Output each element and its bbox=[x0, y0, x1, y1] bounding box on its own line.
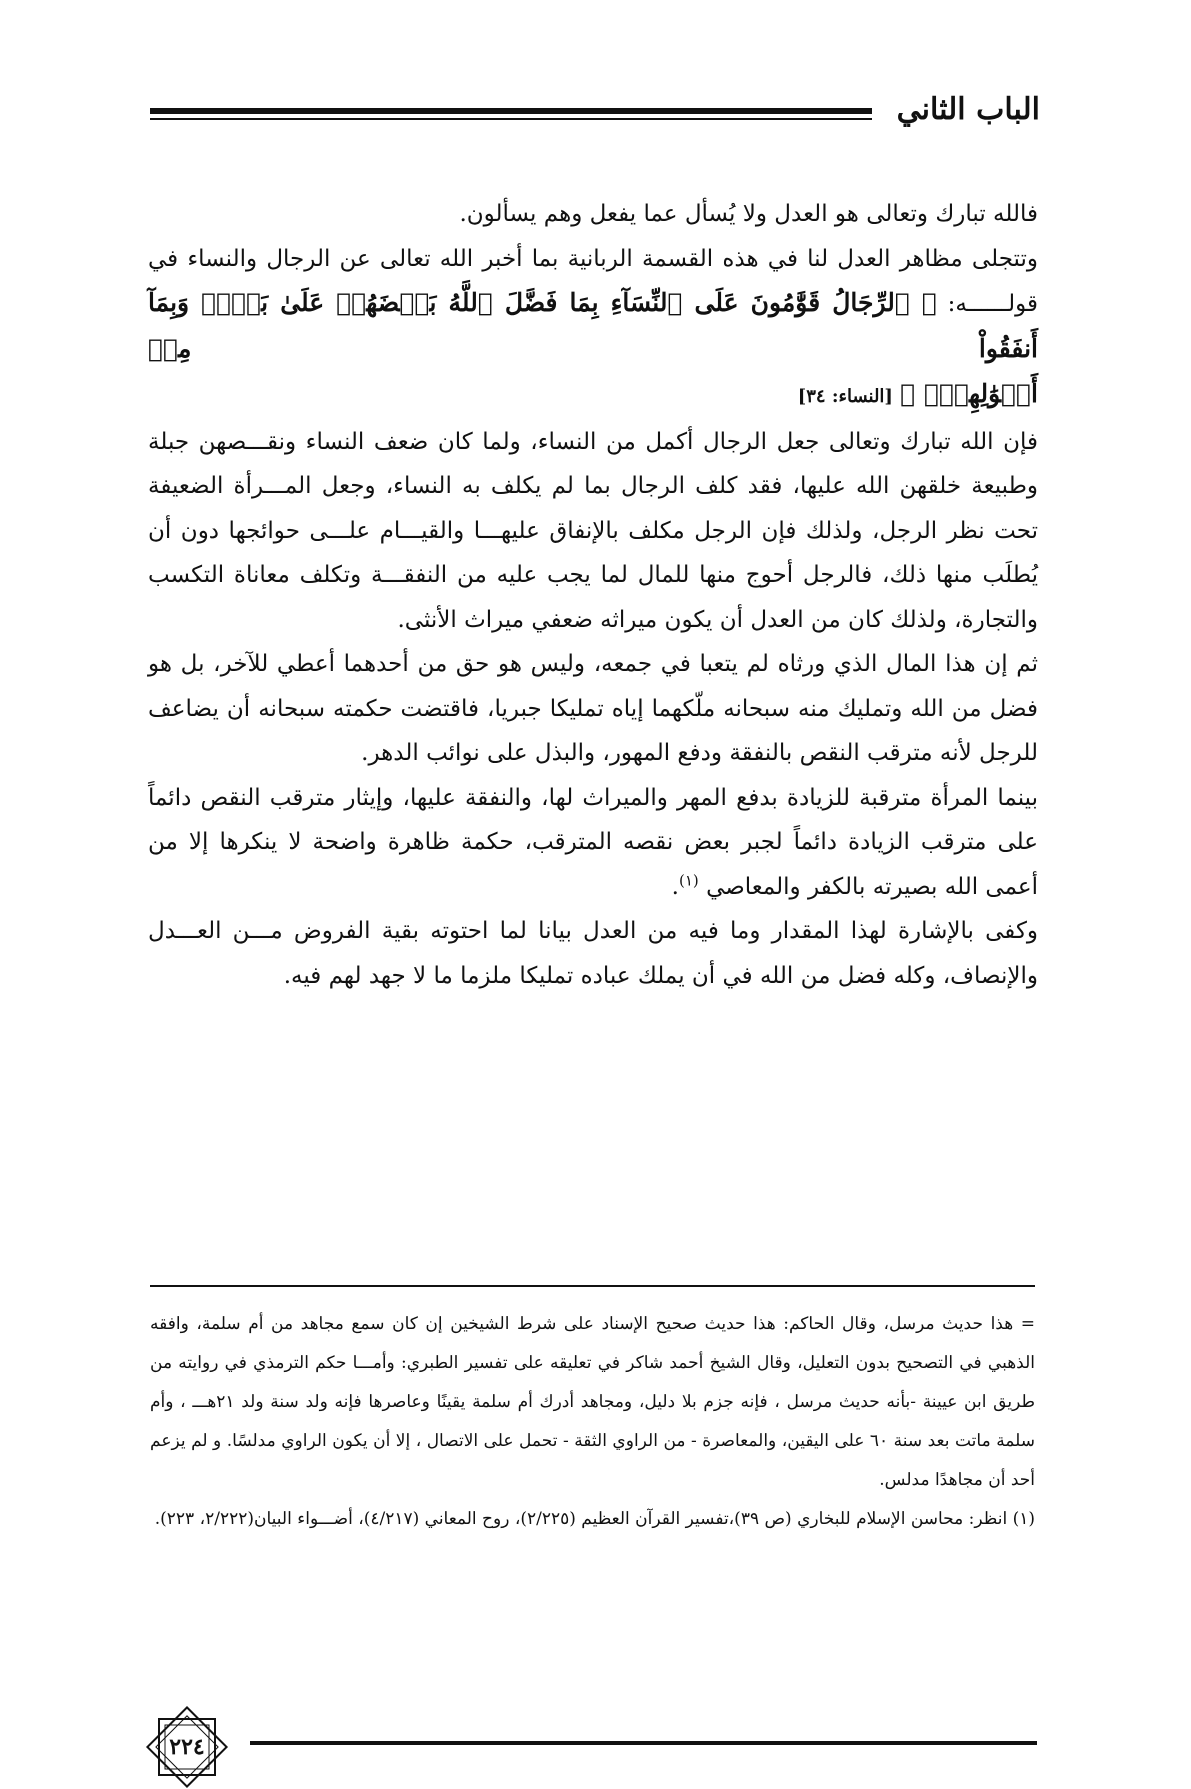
footnote-1-label: (١) bbox=[1012, 1509, 1035, 1529]
body-text bbox=[148, 192, 1038, 998]
footnotes bbox=[150, 1305, 1035, 1539]
footnote-divider bbox=[150, 1285, 1035, 1287]
footnote-marker[interactable]: (١) bbox=[678, 870, 699, 889]
paragraph-6: وكفى بالإشارة لهذا المقدار وما فيه من العدل بيانا لما احتوته بقية الفروض مـــن العـــدل والإنصاف، وكله فضل من الله في أن يملك عباده تمليكا ملزما ما لا جهد لهم فيه. bbox=[148, 918, 1038, 989]
footnote-continuation: = هذا حديث مرسل، وقال الحاكم: هذا حديث صحيح الإسناد على شرط الشيخين إن كان سمع مجاهد من أم سلمة، وافقه الذهبي في التصحيح بدون التعليل، وقال الشيخ أحمد شاكر في تعليقه على تفسير الطبري: وأمـــا حكم الترمذي في روايته من طريق ابن عيينة -بأنه حديث مرسل ، فإنه جزم بلا دليل، ومجاهد أدرك أم سلمة يقينًا وعاصرها فإنه ولد سنة ولد ٢١هـــ ، وأم سلمة ماتت بعد سنة ٦٠ على اليقين، والمعاصرة - من الراوي الثقة - تحمل على الاتصال ، إلا أن يكون الراوي مدلسًا. و لم يزعم أحد أن مجاهدًا مدلس. bbox=[150, 1314, 1036, 1490]
page-header bbox=[150, 92, 1040, 132]
paragraph-3: فإن الله تبارك وتعالى جعل الرجال أكمل من النساء، ولما كان ضعف النساء ونقـــصهن جبلة وطبيعة خلقهن الله عليها، فقد كلف الرجال بما لم يكلف به النساء، وجعل المـــرأة الضعيفة تحت نظر الرجل، ولذلك فإن الرجل مكلف بالإنفاق عليهـــا والقيـــام علـــى حوائجها دون أن يُطلَب منها ذلك، فالرجل أحوج منها للمال لما يجب عليه من النفقـــة وتكلف معاناة التكسب والتجارة، ولذلك كان من العدل أن يكون ميراثه ضعفي ميراث الأنثى. bbox=[148, 428, 1038, 633]
header-rule bbox=[150, 108, 872, 120]
page-number: ٢٢٤ bbox=[169, 1734, 205, 1760]
footnote-1-text: انظر: محاسن الإسلام للبخاري (ص ٣٩)،تفسير القرآن العظيم (٢/٢٢٥)، روح المعاني (٤/٢١٧)، أضـــواء البيان(٢/٢٢٢، ٢٢٣). bbox=[154, 1509, 1008, 1529]
paragraph-2: وتتجلى مظاهر العدل لنا في هذه القسمة الربانية بما أخبر الله تعالى عن الرجال والنساء في bbox=[148, 245, 1038, 272]
paragraph-1: فالله تبارك وتعالى هو العدل ولا يُسأل عما يفعل وهم يسألون. bbox=[459, 201, 1038, 227]
verse-line-end bbox=[148, 372, 1038, 420]
verse-intro: قولــــــه: bbox=[947, 291, 1038, 317]
chapter-title: الباب الثاني bbox=[896, 92, 1040, 127]
paragraph-5-text: بينما المرأة مترقبة للزيادة بدفع المهر والميراث لها، والنفقة عليها، وإيثار مترقب النقص دائماً على مترقب الزيادة دائماً لجبر بعض نقصه المترقب، حكمة ظاهرة واضحة لا ينكرها إلا من أعمى الله بصيرته بالكفر والمعاصي bbox=[148, 784, 1038, 900]
paragraph-5 bbox=[148, 776, 1038, 910]
quran-verse-end: أَمۡوَٰلِهِمۡۚ ﴾ bbox=[900, 379, 1038, 408]
footnote-1 bbox=[150, 1500, 1035, 1539]
paragraph-5-end: . bbox=[671, 873, 679, 900]
quran-verse: ﴿ ٱلرِّجَالُ قَوَّٰمُونَ عَلَى ٱلنِّسَآءِ بِمَا فَضَّلَ ٱللَّهُ بَعۡضَهُمۡ عَلَىٰ بَعۡضٖ وَبِمَآ أَنفَقُواْ مِنۡ bbox=[148, 288, 1038, 363]
paragraph-4: ثم إن هذا المال الذي ورثاه لم يتعبا في جمعه، وليس هو حق من أحدهما أعطي للآخر، بل هو فضل من الله وتمليك منه سبحانه ملّكهما إياه تمليكا جبريا، فاقتضت حكمته سبحانه أن يضاعف للرجل لأنه مترقب النقص بالنفقة ودفع المهور، والبذل على نوائب الدهر. bbox=[148, 651, 1038, 766]
page-number-ornament bbox=[145, 1705, 229, 1789]
verse-reference: [النساء: ٣٤] bbox=[797, 386, 893, 407]
verse-line bbox=[148, 281, 1038, 372]
